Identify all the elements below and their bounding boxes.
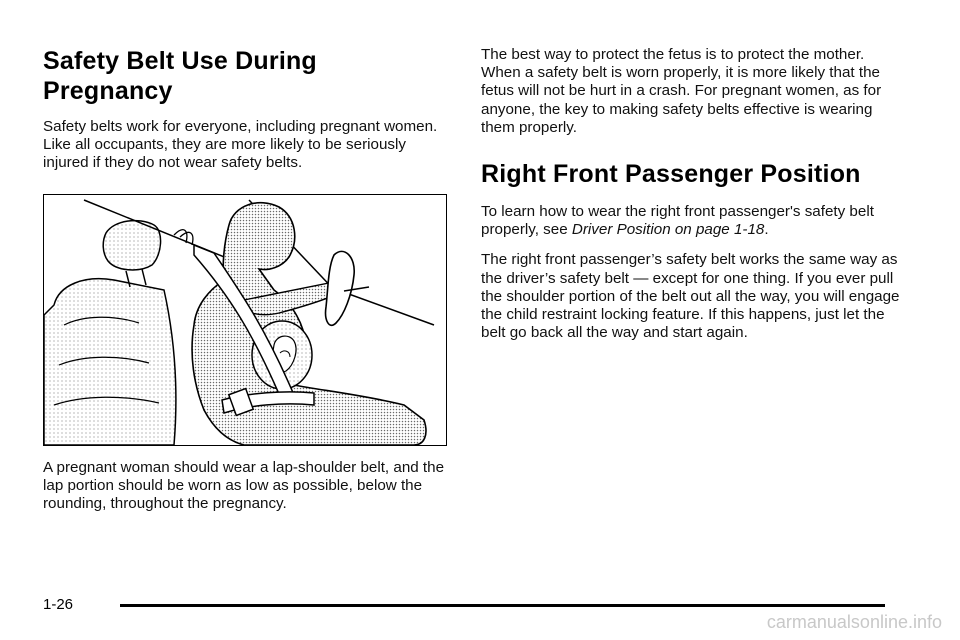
section-heading-pregnancy: Safety Belt Use During Pregnancy bbox=[43, 47, 317, 105]
intro-paragraph: Safety belts work for everyone, including pregnant women. Like all occupants, they are more likely to be seriously injured if they do not wear safety belts. bbox=[43, 118, 438, 172]
passenger-belt-paragraph: The right front passenger’s safety belt works the same way as the driver’s safety belt — except for one thing. If you ever pull the shoulder portion of the belt out all the way, you will engage the child restraint locking feature. If this happens, just let the belt go back all the way and start again. bbox=[481, 251, 900, 342]
right-column bbox=[481, 46, 901, 342]
left-column bbox=[43, 46, 448, 513]
seat-back-shape bbox=[44, 278, 176, 444]
watermark-text: carmanualsonline.info bbox=[766, 612, 942, 632]
footer-rule bbox=[120, 604, 885, 607]
steering-wheel-shape bbox=[326, 251, 355, 325]
reference-suffix: . bbox=[764, 221, 769, 239]
page-number: 1-26 bbox=[43, 596, 74, 613]
illustration-caption: A pregnant woman should wear a lap-shoulder belt, and the lap portion should be worn as low as possible, below the rounding, throughout the pregnancy. bbox=[43, 458, 445, 513]
pregnant-occupant-illustration bbox=[43, 194, 447, 446]
reference-prefix: To learn how to wear the right front passenger's safety belt properly, see bbox=[481, 203, 874, 239]
illustration-svg bbox=[44, 195, 446, 445]
section-heading-passenger: Right Front Passenger Position bbox=[481, 160, 861, 189]
driver-position-reference[interactable]: Driver Position on page 1-18 bbox=[571, 221, 765, 239]
passenger-reference-paragraph bbox=[481, 203, 901, 239]
protect-mother-paragraph: The best way to protect the fetus is to protect the mother. When a safety belt is worn properly, it is more likely that the fetus will not be hurt in a crash. For pregnant women, as for anyone, the key to making safety belts effective is wearing them properly. bbox=[481, 46, 882, 136]
